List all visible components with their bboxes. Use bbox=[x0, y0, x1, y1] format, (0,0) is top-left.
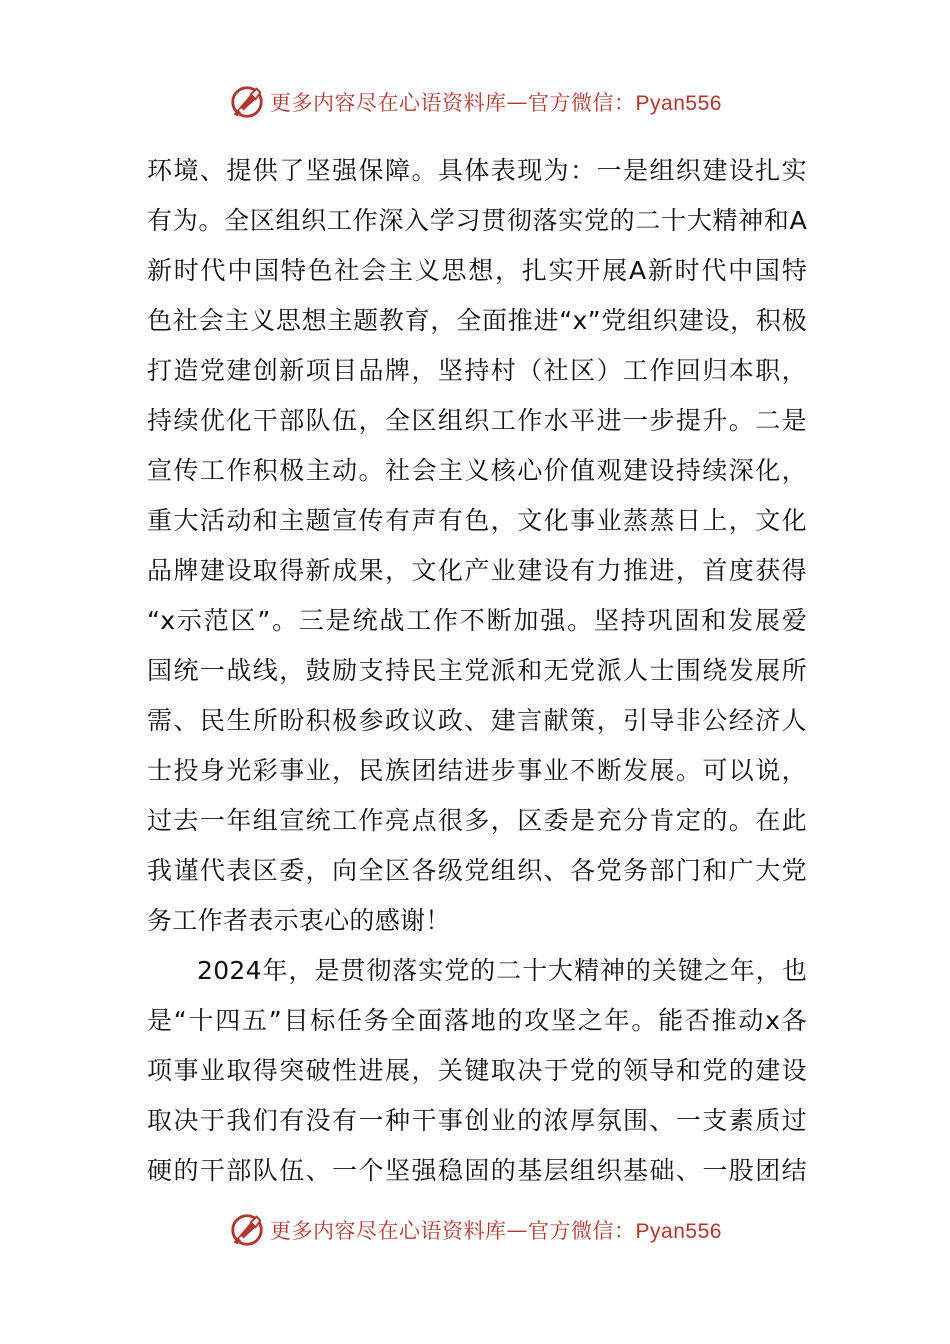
text-line: 宣传工作积极主动。社会主义核心价值观建设持续深化， bbox=[147, 456, 807, 485]
text-line: 有为。全区组织工作深入学习贯彻落实党的二十大精神和A bbox=[147, 206, 807, 235]
text-line: 2024年，是贯彻落实党的二十大精神的关键之年，也 bbox=[197, 956, 807, 985]
header-watermark bbox=[0, 80, 950, 124]
text-line: 过去一年组宣统工作亮点很多，区委是充分肯定的。在此 bbox=[147, 806, 807, 835]
pen-nib-icon bbox=[228, 83, 266, 121]
text-line: 品牌建设取得新成果，文化产业建设有力推进，首度获得 bbox=[147, 556, 807, 585]
text-line: 需、民生所盼积极参政议政、建言献策，引导非公经济人 bbox=[147, 706, 807, 735]
text-line: 重大活动和主题宣传有声有色，文化事业蒸蒸日上，文化 bbox=[147, 506, 807, 535]
text-line: 是“十四五”目标任务全面落地的攻坚之年。能否推动x各 bbox=[147, 1006, 807, 1035]
text-line: 务工作者表示衷心的感谢！ bbox=[147, 906, 451, 935]
text-line: “x示范区”。三是统战工作不断加强。坚持巩固和发展爱 bbox=[147, 606, 807, 635]
text-line: 色社会主义思想主题教育，全面推进“x”党组织建设，积极 bbox=[147, 306, 807, 335]
text-line: 国统一战线，鼓励支持民主党派和无党派人士围绕发展所 bbox=[147, 656, 807, 685]
text-line: 持续优化干部队伍，全区组织工作水平进一步提升。二是 bbox=[147, 406, 807, 435]
watermark-dash: — bbox=[506, 1218, 529, 1242]
footer-watermark bbox=[0, 1208, 950, 1252]
text-line: 打造党建创新项目品牌，坚持村（社区）工作回归本职， bbox=[147, 356, 807, 385]
watermark-text: 更多内容尽在心语资料库 bbox=[270, 91, 507, 115]
text-line: 士投身光彩事业，民族团结进步事业不断发展。可以说， bbox=[147, 756, 807, 785]
text-line: 项事业取得突破性进展，关键取决于党的领导和党的建设 bbox=[147, 1056, 807, 1085]
watermark-text: 更多内容尽在心语资料库 bbox=[270, 1219, 507, 1243]
watermark-contact: 官方微信：Pyan556 bbox=[528, 92, 722, 115]
watermark-dash: — bbox=[506, 90, 529, 114]
text-line: 取决于我们有没有一种干事创业的浓厚氛围、一支素质过 bbox=[147, 1106, 807, 1135]
text-line: 新时代中国特色社会主义思想，扎实开展A新时代中国特 bbox=[147, 256, 807, 285]
text-line: 环境、提供了坚强保障。具体表现为：一是组织建设扎实 bbox=[147, 156, 807, 185]
watermark-contact: 官方微信：Pyan556 bbox=[528, 1220, 722, 1243]
document-body bbox=[147, 146, 807, 1196]
text-line: 我谨代表区委，向全区各级党组织、各党务部门和广大党 bbox=[147, 856, 807, 885]
text-line: 硬的干部队伍、一个坚强稳固的基层组织基础、一股团结 bbox=[147, 1156, 807, 1185]
pen-nib-icon bbox=[228, 1211, 266, 1249]
